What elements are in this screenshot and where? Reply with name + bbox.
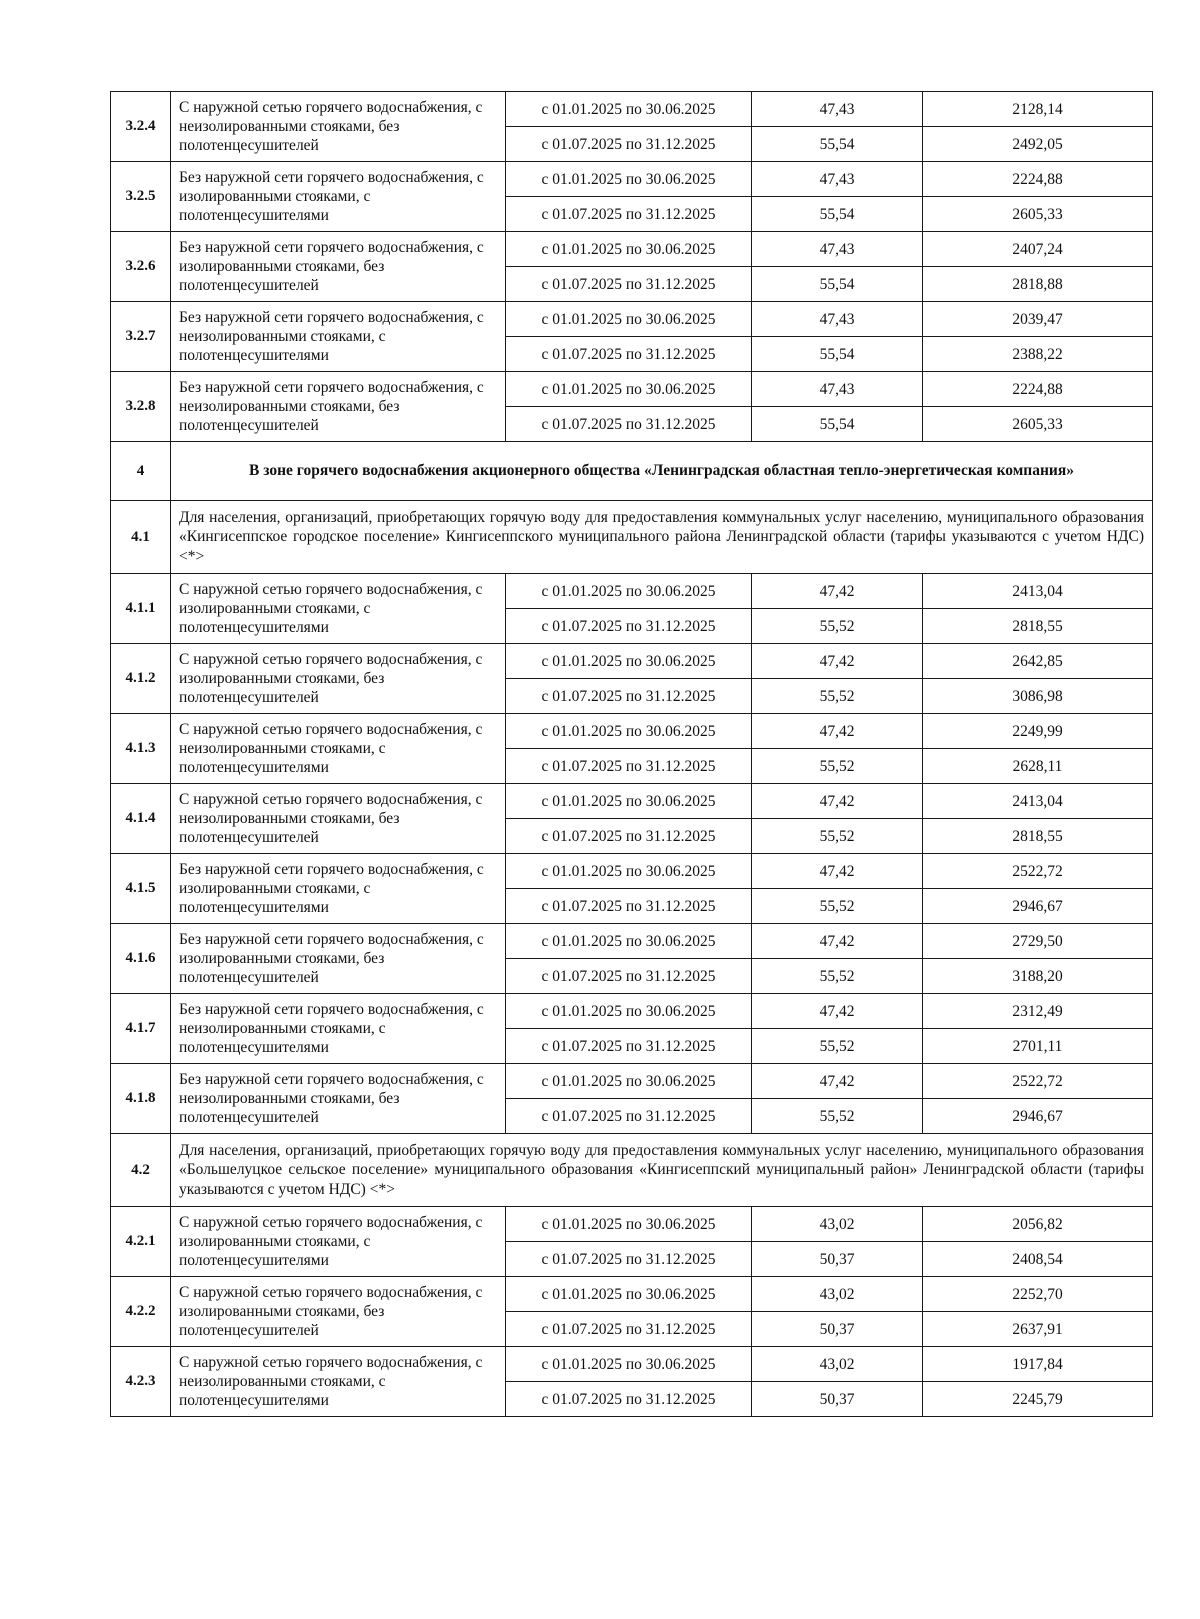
group-row — [111, 501, 1153, 574]
tariff-cell: 2492,05 — [923, 127, 1153, 162]
tariff-row — [111, 302, 1153, 337]
tariff-table-body — [111, 92, 1153, 1417]
tariff-cell: 2522,72 — [923, 1064, 1153, 1099]
item-description: Без наружной сети горячего водоснабжения, с неизолированными стояками, с полотенцесушителями — [171, 302, 506, 372]
norm-cell: 55,54 — [752, 267, 923, 302]
norm-cell: 43,02 — [752, 1277, 923, 1312]
norm-cell: 50,37 — [752, 1382, 923, 1417]
item-number: 4.2.3 — [111, 1347, 171, 1417]
item-number: 3.2.7 — [111, 302, 171, 372]
period-cell: с 01.07.2025 по 31.12.2025 — [506, 1099, 752, 1134]
period-cell: с 01.07.2025 по 31.12.2025 — [506, 127, 752, 162]
period-cell: с 01.07.2025 по 31.12.2025 — [506, 609, 752, 644]
norm-cell: 50,37 — [752, 1312, 923, 1347]
period-cell: с 01.01.2025 по 30.06.2025 — [506, 994, 752, 1029]
tariff-cell: 2413,04 — [923, 784, 1153, 819]
item-description: Без наружной сети горячего водоснабжения, с неизолированными стояками, без полотенцесушителей — [171, 1064, 506, 1134]
tariff-row — [111, 1207, 1153, 1242]
tariff-cell: 2605,33 — [923, 197, 1153, 232]
period-cell: с 01.07.2025 по 31.12.2025 — [506, 819, 752, 854]
tariff-row — [111, 644, 1153, 679]
tariff-cell: 3086,98 — [923, 679, 1153, 714]
item-number: 4.1.6 — [111, 924, 171, 994]
tariff-cell: 2701,11 — [923, 1029, 1153, 1064]
tariff-row — [111, 162, 1153, 197]
tariff-cell: 2642,85 — [923, 644, 1153, 679]
item-number: 3.2.4 — [111, 92, 171, 162]
item-description: Без наружной сети горячего водоснабжения, с неизолированными стояками, с полотенцесушителями — [171, 994, 506, 1064]
tariff-cell: 2413,04 — [923, 574, 1153, 609]
norm-cell: 55,52 — [752, 609, 923, 644]
period-cell: с 01.07.2025 по 31.12.2025 — [506, 1242, 752, 1277]
period-cell: с 01.07.2025 по 31.12.2025 — [506, 197, 752, 232]
zone-number: 4 — [111, 442, 171, 501]
tariff-cell: 2245,79 — [923, 1382, 1153, 1417]
item-description: Без наружной сети горячего водоснабжения, с изолированными стояками, без полотенцесушителей — [171, 924, 506, 994]
norm-cell: 47,42 — [752, 924, 923, 959]
period-cell: с 01.07.2025 по 31.12.2025 — [506, 407, 752, 442]
zone-row — [111, 442, 1153, 501]
norm-cell: 47,42 — [752, 854, 923, 889]
item-number: 4.2.2 — [111, 1277, 171, 1347]
norm-cell: 50,37 — [752, 1242, 923, 1277]
period-cell: с 01.01.2025 по 30.06.2025 — [506, 924, 752, 959]
tariff-cell: 2039,47 — [923, 302, 1153, 337]
tariff-cell: 2056,82 — [923, 1207, 1153, 1242]
item-number: 4.1.1 — [111, 574, 171, 644]
tariff-cell: 2128,14 — [923, 92, 1153, 127]
tariff-cell: 2408,54 — [923, 1242, 1153, 1277]
period-cell: с 01.01.2025 по 30.06.2025 — [506, 714, 752, 749]
item-description: С наружной сетью горячего водоснабжения, с неизолированными стояками, без полотенцесушителей — [171, 784, 506, 854]
tariff-row — [111, 574, 1153, 609]
period-cell: с 01.01.2025 по 30.06.2025 — [506, 232, 752, 267]
tariff-cell: 3188,20 — [923, 959, 1153, 994]
group-number: 4.1 — [111, 501, 171, 574]
group-description: Для населения, организаций, приобретающих горячую воду для предоставления коммунальных услуг населению, муниципального образования «Большелуцкое сельское поселение» муниципального образования «Кингисеппский муниципальный район» Ленинградской области (тарифы указываются с учетом НДС) <*> — [171, 1134, 1153, 1207]
norm-cell: 55,52 — [752, 959, 923, 994]
item-number: 4.1.2 — [111, 644, 171, 714]
period-cell: с 01.01.2025 по 30.06.2025 — [506, 574, 752, 609]
tariff-cell: 2637,91 — [923, 1312, 1153, 1347]
tariff-table — [110, 91, 1153, 1417]
period-cell: с 01.01.2025 по 30.06.2025 — [506, 784, 752, 819]
norm-cell: 47,43 — [752, 302, 923, 337]
tariff-cell: 2522,72 — [923, 854, 1153, 889]
item-number: 4.1.5 — [111, 854, 171, 924]
tariff-cell: 2729,50 — [923, 924, 1153, 959]
tariff-cell: 2312,49 — [923, 994, 1153, 1029]
norm-cell: 47,42 — [752, 994, 923, 1029]
norm-cell: 47,43 — [752, 372, 923, 407]
tariff-row — [111, 1064, 1153, 1099]
tariff-cell: 1917,84 — [923, 1347, 1153, 1382]
period-cell: с 01.01.2025 по 30.06.2025 — [506, 162, 752, 197]
norm-cell: 47,43 — [752, 162, 923, 197]
item-description: Без наружной сети горячего водоснабжения, с изолированными стояками, без полотенцесушителей — [171, 232, 506, 302]
tariff-row — [111, 372, 1153, 407]
item-description: Без наружной сети горячего водоснабжения, с изолированными стояками, с полотенцесушителями — [171, 854, 506, 924]
group-row — [111, 1134, 1153, 1207]
period-cell: с 01.07.2025 по 31.12.2025 — [506, 1382, 752, 1417]
period-cell: с 01.01.2025 по 30.06.2025 — [506, 1347, 752, 1382]
item-number: 3.2.6 — [111, 232, 171, 302]
norm-cell: 55,54 — [752, 407, 923, 442]
period-cell: с 01.07.2025 по 31.12.2025 — [506, 1029, 752, 1064]
norm-cell: 55,52 — [752, 889, 923, 924]
item-description: С наружной сетью горячего водоснабжения, с неизолированными стояками, с полотенцесушителями — [171, 1347, 506, 1417]
tariff-cell: 2818,55 — [923, 609, 1153, 644]
tariff-cell: 2224,88 — [923, 162, 1153, 197]
tariff-cell: 2605,33 — [923, 407, 1153, 442]
tariff-cell: 2818,88 — [923, 267, 1153, 302]
tariff-cell: 2407,24 — [923, 232, 1153, 267]
norm-cell: 47,42 — [752, 714, 923, 749]
item-description: С наружной сетью горячего водоснабжения, с неизолированными стояками, без полотенцесушителей — [171, 92, 506, 162]
item-number: 4.1.8 — [111, 1064, 171, 1134]
period-cell: с 01.01.2025 по 30.06.2025 — [506, 372, 752, 407]
period-cell: с 01.01.2025 по 30.06.2025 — [506, 1064, 752, 1099]
norm-cell: 47,42 — [752, 574, 923, 609]
item-description: С наружной сетью горячего водоснабжения, с изолированными стояками, с полотенцесушителями — [171, 1207, 506, 1277]
item-description: С наружной сетью горячего водоснабжения, с изолированными стояками, с полотенцесушителями — [171, 574, 506, 644]
norm-cell: 55,52 — [752, 1099, 923, 1134]
period-cell: с 01.07.2025 по 31.12.2025 — [506, 749, 752, 784]
norm-cell: 47,42 — [752, 784, 923, 819]
norm-cell: 43,02 — [752, 1347, 923, 1382]
period-cell: с 01.01.2025 по 30.06.2025 — [506, 854, 752, 889]
item-number: 4.1.4 — [111, 784, 171, 854]
tariff-row — [111, 784, 1153, 819]
item-description: С наружной сетью горячего водоснабжения, с неизолированными стояками, с полотенцесушителями — [171, 714, 506, 784]
period-cell: с 01.07.2025 по 31.12.2025 — [506, 959, 752, 994]
group-description: Для населения, организаций, приобретающих горячую воду для предоставления коммунальных услуг населению, муниципального образования «Кингисеппское городское поселение» Кингисеппского муниципального района Ленинградской области (тарифы указываются с учетом НДС) <*> — [171, 501, 1153, 574]
tariff-cell: 2946,67 — [923, 1099, 1153, 1134]
zone-title: В зоне горячего водоснабжения акционерного общества «Ленинградская областная тепло-энергетическая компания» — [171, 442, 1153, 501]
tariff-cell: 2946,67 — [923, 889, 1153, 924]
norm-cell: 47,43 — [752, 232, 923, 267]
period-cell: с 01.07.2025 по 31.12.2025 — [506, 679, 752, 714]
tariff-row — [111, 232, 1153, 267]
period-cell: с 01.07.2025 по 31.12.2025 — [506, 1312, 752, 1347]
tariff-row — [111, 924, 1153, 959]
item-number: 3.2.5 — [111, 162, 171, 232]
norm-cell: 47,42 — [752, 644, 923, 679]
item-number: 4.1.3 — [111, 714, 171, 784]
norm-cell: 55,52 — [752, 679, 923, 714]
norm-cell: 55,52 — [752, 819, 923, 854]
item-number: 3.2.8 — [111, 372, 171, 442]
tariff-cell: 2628,11 — [923, 749, 1153, 784]
norm-cell: 55,54 — [752, 337, 923, 372]
tariff-cell: 2818,55 — [923, 819, 1153, 854]
period-cell: с 01.01.2025 по 30.06.2025 — [506, 1207, 752, 1242]
tariff-cell: 2252,70 — [923, 1277, 1153, 1312]
tariff-row — [111, 1277, 1153, 1312]
tariff-row — [111, 714, 1153, 749]
tariff-cell: 2249,99 — [923, 714, 1153, 749]
group-number: 4.2 — [111, 1134, 171, 1207]
item-description: Без наружной сети горячего водоснабжения, с изолированными стояками, с полотенцесушителями — [171, 162, 506, 232]
tariff-cell: 2388,22 — [923, 337, 1153, 372]
period-cell: с 01.01.2025 по 30.06.2025 — [506, 92, 752, 127]
norm-cell: 47,42 — [752, 1064, 923, 1099]
period-cell: с 01.07.2025 по 31.12.2025 — [506, 337, 752, 372]
norm-cell: 55,54 — [752, 127, 923, 162]
item-description: Без наружной сети горячего водоснабжения, с неизолированными стояками, без полотенцесушителей — [171, 372, 506, 442]
tariff-row — [111, 1347, 1153, 1382]
period-cell: с 01.07.2025 по 31.12.2025 — [506, 889, 752, 924]
norm-cell: 55,52 — [752, 749, 923, 784]
item-description: С наружной сетью горячего водоснабжения, с изолированными стояками, без полотенцесушителей — [171, 1277, 506, 1347]
norm-cell: 55,54 — [752, 197, 923, 232]
norm-cell: 47,43 — [752, 92, 923, 127]
item-number: 4.2.1 — [111, 1207, 171, 1277]
norm-cell: 43,02 — [752, 1207, 923, 1242]
norm-cell: 55,52 — [752, 1029, 923, 1064]
period-cell: с 01.01.2025 по 30.06.2025 — [506, 302, 752, 337]
period-cell: с 01.01.2025 по 30.06.2025 — [506, 1277, 752, 1312]
tariff-cell: 2224,88 — [923, 372, 1153, 407]
tariff-row — [111, 994, 1153, 1029]
item-number: 4.1.7 — [111, 994, 171, 1064]
item-description: С наружной сетью горячего водоснабжения, с изолированными стояками, без полотенцесушителей — [171, 644, 506, 714]
period-cell: с 01.07.2025 по 31.12.2025 — [506, 267, 752, 302]
tariff-row — [111, 92, 1153, 127]
tariff-row — [111, 854, 1153, 889]
period-cell: с 01.01.2025 по 30.06.2025 — [506, 644, 752, 679]
